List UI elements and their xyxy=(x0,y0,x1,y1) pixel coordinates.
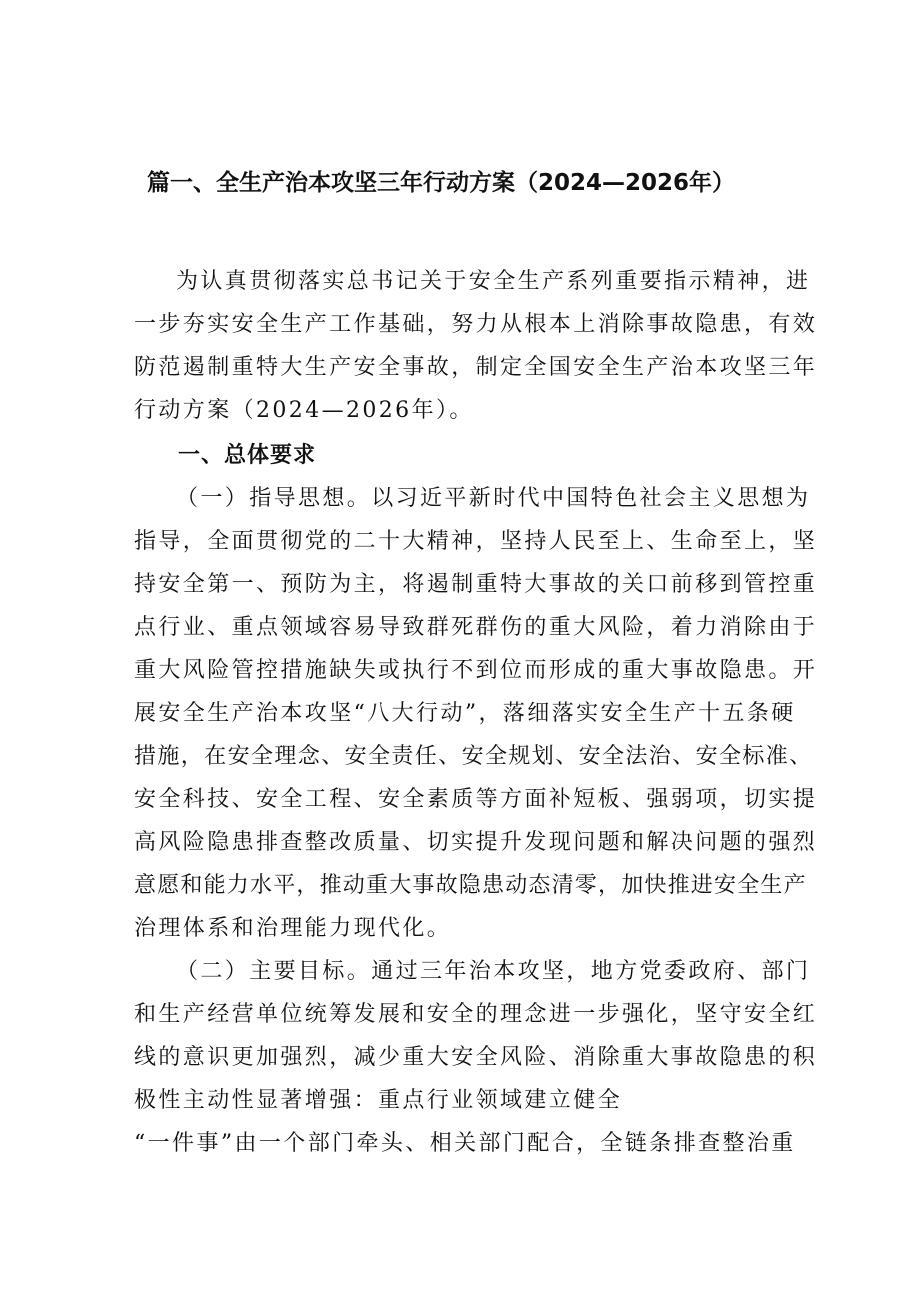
guiding-line: 意愿和能力水平，推动重大事故隐患动态清零，加快推进安全生产 xyxy=(134,873,807,898)
goals-line: “一件事”由一个部门牵头、相关部门配合，全链条排查整治重 xyxy=(134,1131,796,1156)
guiding-line: 治理体系和治理能力现代化。 xyxy=(134,916,452,941)
goals-line: （二）主要目标。通过三年治本攻坚，地方党委政府、部门 xyxy=(176,959,811,984)
guiding-line: 展安全生产治本攻坚“八大行动”，落细落实安全生产十五条硬 xyxy=(134,701,796,726)
guiding-line: （一）指导思想。以习近平新时代中国特色社会主义思想为 xyxy=(176,486,811,511)
intro-line: 一步夯实安全生产工作基础，努力从根本上消除事故隐患，有效 xyxy=(134,312,818,337)
intro-line: 行动方案（2024—2026年）。 xyxy=(134,398,474,423)
guiding-line: 点行业、重点领域容易导致群死群伤的重大风险，着力消除由于 xyxy=(134,615,818,640)
guiding-line: 安全科技、安全工程、安全素质等方面补短板、强弱项，切实提 xyxy=(134,787,818,812)
guiding-line: 高风险隐患排查整改质量、切实提升发现问题和解决问题的强烈 xyxy=(134,830,818,855)
goals-line: 线的意识更加强烈，减少重大安全风险、消除重大事故隐患的积 xyxy=(134,1045,818,1070)
intro-line: 为认真贯彻落实总书记关于安全生产系列重要指示精神，进 xyxy=(176,269,811,294)
section-heading: 一、总体要求 xyxy=(178,443,317,468)
document-title: 篇一、全生产治本攻坚三年行动方案（2024—2026年） xyxy=(147,170,736,196)
guiding-line: 指导，全面贯彻党的二十大精神，坚持人民至上、生命至上，坚 xyxy=(134,529,818,554)
intro-line: 防范遏制重特大生产安全事故，制定全国安全生产治本攻坚三年 xyxy=(134,355,818,380)
goals-line: 极性主动性显著增强：重点行业领域建立健全 xyxy=(134,1088,623,1113)
guiding-line: 重大风险管控措施缺失或执行不到位而形成的重大事故隐患。开 xyxy=(134,658,818,683)
goals-line: 和生产经营单位统筹发展和安全的理念进一步强化，坚守安全红 xyxy=(134,1002,818,1027)
guiding-line: 持安全第一、预防为主，将遏制重特大事故的关口前移到管控重 xyxy=(134,572,818,597)
guiding-line: 措施，在安全理念、安全责任、安全规划、安全法治、安全标准、 xyxy=(134,744,813,769)
